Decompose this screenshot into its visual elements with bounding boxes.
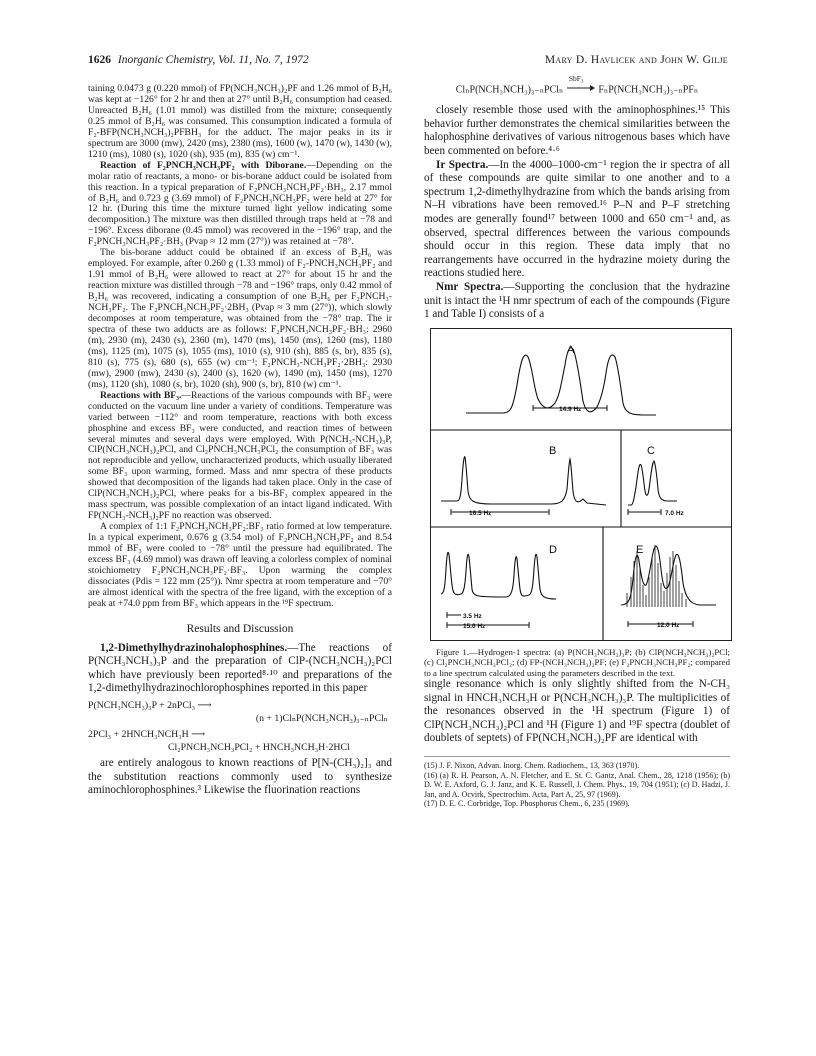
reaction-right: FₙP(NCH₃NCH₃)₃₋ₙPFₙ (598, 84, 699, 96)
nmr-figure (430, 328, 732, 641)
nmr-spectra-figure (431, 329, 731, 640)
header-authors: Mary D. Havlicek and John W. Gilje (544, 54, 728, 66)
footnote: (17) D. E. C. Corbridge, Top. Phosphorus Chem., 6, 235 (1969). (424, 799, 630, 809)
panel-label-b: B (549, 444, 557, 457)
section-title: Results and Discussion (186, 622, 294, 635)
run-in-heading: Reactions with BF₃. (100, 389, 182, 401)
paragraph: closely resemble those used with the aminophosphines.¹⁵ This behavior further demonstrates the chemical similarities between the halophosphine derivatives of various nitrogenous bases which have been commented on before.⁴·⁶ (424, 104, 730, 158)
equation-right: (n + 1)ClₙP(NCH₃NCH₃)₃₋ₙPClₙ (255, 713, 388, 725)
fluorination-reaction (424, 74, 730, 96)
paragraph: single resonance which is only slightly shifted from the N-CH₃ signal in HNCH₃NCH₃H or P(NCH₃NCH₃)₃P. The multiplicities of the resonances observed in the ¹H spectrum (Figure 1) of ClP(NCH₃NCH₃)₂PCl and ¹H (Figure 1) and ¹⁹F spectra (doublet of doublets of septets) of FP(NCH₃NCH₃)₂PF are identical with (424, 677, 730, 745)
scale-bar-b (451, 509, 549, 515)
paragraph (88, 391, 392, 522)
arrow-icon (566, 84, 596, 92)
paragraph-text: —The reactions of P(NCH₃NCH₃)₃P and the preparation of ClP-(NCH₃NCH₃)₂PCl which have previously been reported⁸·¹⁰ and preparations of the 1,2-dimethylhydrazinochlorophosphines reported in this paper (88, 641, 392, 695)
journal-citation: Inorganic Chemistry, Vol. 11, No. 7, 1972 (117, 54, 309, 66)
panel-label-d: D (549, 543, 557, 556)
paragraph-text: —Supporting the conclusion that the hydrazine unit is intact the ¹H nmr spectrum of each of the compounds (Figure 1 and Table I) consists of a (424, 280, 730, 321)
equation-1 (88, 699, 392, 725)
equation-right: Cl₂PNCH₃NCH₃PCl₂ + HNCH₃NCH₃H·2HCl (168, 742, 350, 754)
run-in-heading: Nmr Spectra. (436, 280, 504, 293)
run-in-heading: 1,2-Dimethylhydrazinohalophosphines. (100, 641, 288, 654)
spectrum-d-trace (441, 552, 556, 599)
page-number: 1626 (88, 54, 111, 66)
paragraph: A complex of 1:1 F₂PNCH₃NCH₃PF₂:BF₃ ratio formed at low temperature. In a typical experiment, 0.676 g (3.54 mol) of F₂PNCH₃NCH₃PF₂ and 8.54 mmol of BF₃ were cooled to −78° until the pressure had equilibrated. The excess BF₃ (4.69 mmol) was drawn off leaving a colorless complex of nominal stoichiometry F₂PNCH₃NCH₃PF₂·BF₃. Upon warming the complex dissociates (Pdis = 122 mm (25°)). Nmr spectra at room temperature and −70° are almost identical with the spectra of the free ligand, with the exception of a peak at +74.0 ppm from BF₃ which appears in the ¹⁹F spectrum. (88, 521, 392, 609)
scale-label-a: 14.9 Hz (559, 405, 582, 413)
paragraph (424, 281, 730, 322)
scale-label-d1: 3.5 Hz (463, 612, 482, 620)
paragraph (424, 159, 730, 281)
panel-label-a: A (567, 343, 575, 356)
reaction-reagent: SbF₃ (568, 74, 584, 83)
spectrum-c-trace (628, 461, 677, 505)
header-left (88, 54, 309, 66)
scale-label-d2: 15.0 Hz (463, 622, 486, 630)
paragraph-text: —Depending on the molar ratio of reactants, a mono- or bis-borane adduct could be isolated from this reaction. In a typical preparation of F₂PNCH₃NCH₃PF₂·BH₃, 2.17 mmol of B₂H₆ and 0.723 g (3.69 mmol) of F₂PNCH₃NCH₃PF₂ were held at 27° for 12 hr. (During this time the mixture turned light yellow indicating some decomposition.) The mixture was then distilled through traps held at −78 and −196°. Excess diborane (0.45 mmol) was recovered in the −196° trap, and the F₂PNCH₃NCH₃PF₂·BH₃ (Pvap ≈ 12 mm (27°)) was retained at −78°. (88, 159, 392, 248)
equation-2 (88, 728, 392, 754)
paragraph (88, 642, 392, 696)
footnote: (16) (a) R. H. Pearson, A. N. Fletcher, and E. St. C. Gantz, Anal. Chem., 28, 1218 (1956); (b) D. W. E. Axford, G. J. Janz, and K. E. Russell, J. Chem. Phys., 19, 704 (1951); (c) D. Hadzi, J. Jan, and A. Ocvirk, Spectrochim. Acta, Part A, 25, 97 (1969). (424, 770, 730, 799)
spectrum-a-trace (466, 347, 656, 414)
equation-left: P(NCH₃NCH₃)₃P + 2nPCl₃ ⟶ (88, 700, 212, 712)
panel-label-e: E (636, 543, 644, 556)
figure-caption: Figure 1.—Hydrogen-1 spectra: (a) P(NCH₃NCH₃)₃P; (b) ClP(NCH₃NCH₃)₂PCl; (c) Cl₂PNCH₃NCH₃PCl₂; (d) FP-(NCH₃NCH₃)₂PF; (e) F₂PNCH₃NCH₃PF₂; compared to a line spectrum calculated using the parameters described in the text. (424, 646, 730, 678)
paragraph-text: —Reactions of the various compounds with BF₃ were conducted on the vacuum line under a variety of conditions. Temperature was varied between −112° and room temperature, reactions with both excess phosphine and excess BF₃ were conducted, and reaction times of between several minutes and several days were employed. With P(NCH₃-NCH₃)₃P, ClP(NCH₃NCH₃)₂PCl, and Cl₂PNCH₃NCH₃PCl₂ the consumption of BF₃ was not reproducible and yellow, uncharacterized products, which usually liberated some BF₃ upon warming, formed. Mass and nmr spectra of these products showed that decomposition of the ligands had taken place. Only in the case of ClP(NCH₃NCH₃)₂PCl, where peaks for a bis-BF₃ complex appeared in the mass spectrum, was possible complexation of an intact ligand indicated. With FP(NCH₃-NCH₃)₂PF no reaction was observed. (88, 389, 392, 522)
paragraph-text: —In the 4000–1000-cm⁻¹ region the ir spectra of all of these compounds are quite similar to one another and to a spectrum 1,2-dimethylhydrazine from which the bands arising from N–H vibrations have been removed.¹⁶ P–N and P–F stretching modes are generally found¹⁷ between 1000 and 650 cm⁻¹ and, as observed, spectral differences between the various compounds should occur in this region. These data imply that no rearrangements have occurred in the hydrazine moiety during the reactions studied here. (424, 158, 731, 280)
footnote: (15) J. F. Nixon, Advan. Inorg. Chem. Radiochem., 13, 363 (1970). (424, 760, 640, 770)
scale-label-b: 16.5 Hz (469, 509, 492, 517)
scale-bar-d1 (447, 612, 461, 618)
run-in-heading: Ir Spectra. (436, 158, 489, 171)
spectrum-b-trace (441, 456, 606, 504)
run-in-heading: Reaction of F₂PNCH₃NCH₃PF₂ with Diborane. (100, 159, 307, 171)
equation-left: 2PCl₃ + 2HNCH₃NCH₃H ⟶ (88, 729, 206, 741)
scale-bar-d2 (447, 622, 529, 628)
reaction-left: ClₙP(NCH₃NCH₃)₃₋ₙPClₙ (455, 84, 564, 96)
running-header (88, 54, 728, 70)
scale-label-e: 12.0 Hz (657, 621, 680, 629)
scale-bar-c (628, 509, 661, 515)
scale-label-c: 7.0 Hz (665, 509, 684, 517)
paragraph: are entirely analogous to known reactions of P[N-(CH₃)₂]₃ and the substitution reactions commonly used to synthesize aminochlorophosphines.³ Likewise the fluorination reactions (88, 757, 392, 797)
paragraph: taining 0.0473 g (0.220 mmol) of FP(NCH₃NCH₃)₂PF and 1.26 mmol of B₂H₆ was kept at −126° for 2 hr and then at 27° until B₂H₆ consumption had ceased. Unreacted B₂H₆ (1.01 mmol) was distilled from the mixture; consequently 0.25 mmol of B₂H₆ was consumed. This consumption indicated a formula of F₂-BFP(NCH₃NCH₃)₂PFBH₃ for the adduct. The major peaks in its ir spectrum are 3000 (mw), 2420 (ms), 2380 (ms), 1600 (w), 1470 (w), 1430 (w), 1210 (ms), 1080 (s), 1020 (sh), 935 (m), 835 (w) cm⁻¹. (88, 83, 392, 160)
paragraph (88, 161, 392, 249)
reaction-arrow (566, 74, 596, 96)
left-column (88, 84, 392, 798)
right-column (424, 74, 731, 809)
paragraph: The bis-borane adduct could be obtained if an excess of B₂H₆ was employed. For example, after 0.260 g (1.33 mmol) of F₂-PNCH₃NCH₃PF₂ and 1.91 mmol of B₂H₆ were allowed to react at 27° for about 15 hr and the reaction mixture was distilled through −78 and −196° traps, only 0.42 mmol of B₂H₆ was recovered, indicating a consumption of one B₂H₆ per F₂PNCH₃-NCH₃PF₂. The F₂PNCH₃NCH₃PF₂·2BH₃ (Pvap ≈ 3 mm (27°)), which slowly decomposes at room temperature, was obtained from the −78° trap. The ir spectra of these two adducts are as follows: F₂PNCH₃NCH₃PF₂·BH₃: 2960 (m), 2930 (m), 2430 (s), 2360 (m), 1470 (ms), 1450 (ms), 1260 (ms), 1180 (ms), 1125 (m), 1075 (s), 1055 (ms), 1010 (s), 910 (sh), 885 (s, br), 835 (s), 810 (s), 775 (s), 680 (s), 655 (w) cm⁻¹; F₂PNCH₃-NCH₃PF₂·2BH₃: 2930 (mw), 2900 (mw), 2430 (s), 2400 (s), 1620 (w), 1490 (m), 1450 (ms), 1270 (ms), 1120 (sh), 1080 (s, br), 1020 (sh), 900 (s, br), 810 (w) cm⁻¹. (88, 247, 392, 390)
panel-label-c: C (647, 444, 655, 457)
footnotes (424, 756, 730, 809)
